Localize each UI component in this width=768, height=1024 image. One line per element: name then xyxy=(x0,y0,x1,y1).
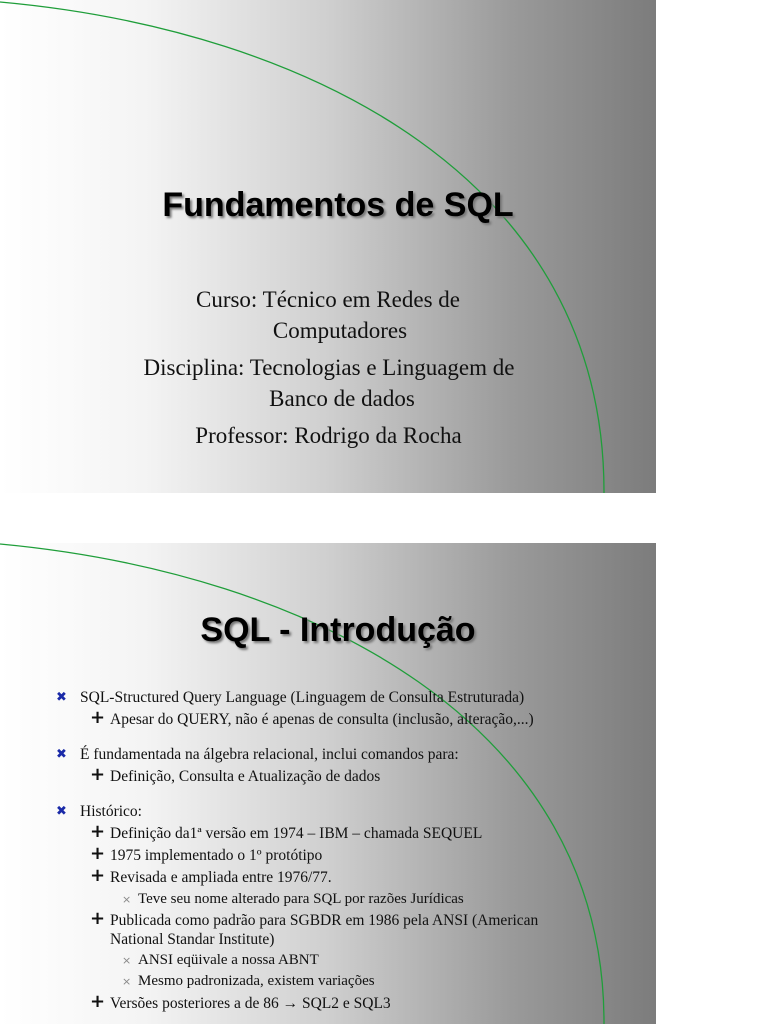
bullet-relational-algebra: ✖ É fundamentada na álgebra relacional, inclui comandos para: xyxy=(56,746,459,763)
plus-icon: + xyxy=(90,865,106,886)
bullet-later-versions: + Versões posteriores a de 86 → SQL2 e SQL3 xyxy=(90,991,391,1012)
slide-2-title: SQL - Introdução xyxy=(200,611,476,649)
bullet-commands: + Definição, Consulta e Atualização de dados xyxy=(90,764,381,785)
x-mark-icon: ✖ xyxy=(56,747,67,762)
bullet-ansi-standard-cont: National Standar Institute) xyxy=(110,931,275,948)
professor-line: Professor: Rodrigo da Rocha xyxy=(195,423,462,448)
x-mark-icon: ✖ xyxy=(56,690,67,705)
plus-icon: + xyxy=(90,821,106,842)
course-line: Curso: Técnico em Redes de xyxy=(195,287,460,312)
small-x-icon: × xyxy=(122,893,132,906)
plus-icon: + xyxy=(90,707,106,728)
plus-icon: + xyxy=(90,843,106,864)
bullet-first-prototype: + 1975 implementado o 1º protótipo xyxy=(90,843,323,864)
plus-icon: + xyxy=(90,908,106,929)
bullet-ansi-abnt: × ANSI eqüivale a nossa ABNT xyxy=(122,952,319,968)
bullet-first-version: + Definição da1ª versão em 1974 – IBM – chamada SEQUEL xyxy=(90,821,483,842)
small-x-icon: × xyxy=(122,954,132,967)
slide-1-title: Fundamentos de SQL xyxy=(162,186,514,224)
discipline-line-cont: Banco de dados xyxy=(269,386,415,411)
plus-icon: + xyxy=(90,764,106,785)
bullet-sql-definition: ✖ SQL-Structured Query Language (Linguagem de Consulta Estruturada) xyxy=(56,689,525,706)
discipline-line: Disciplina: Tecnologias e Linguagem de xyxy=(143,355,515,380)
bullet-ansi-standard: + Publicada como padrão para SGBDR em 1986 pela ANSI (American xyxy=(90,908,539,929)
slide-2 xyxy=(0,543,656,1024)
slide-1 xyxy=(0,0,656,493)
bullet-history: ✖ Histórico: xyxy=(56,803,142,820)
plus-icon: + xyxy=(90,991,106,1012)
small-x-icon: × xyxy=(122,975,132,988)
course-line-cont: Computadores xyxy=(272,318,408,343)
x-mark-icon: ✖ xyxy=(56,804,67,819)
bullet-revised: + Revisada e ampliada entre 1976/77. xyxy=(90,865,332,886)
bullet-not-only-query: + Apesar do QUERY, não é apenas de consulta (inclusão, alteração,...) xyxy=(90,707,534,728)
bullet-variations: × Mesmo padronizada, existem variações xyxy=(122,973,375,989)
bullet-renamed: × Teve seu nome alterado para SQL por razões Jurídicas xyxy=(122,891,464,907)
